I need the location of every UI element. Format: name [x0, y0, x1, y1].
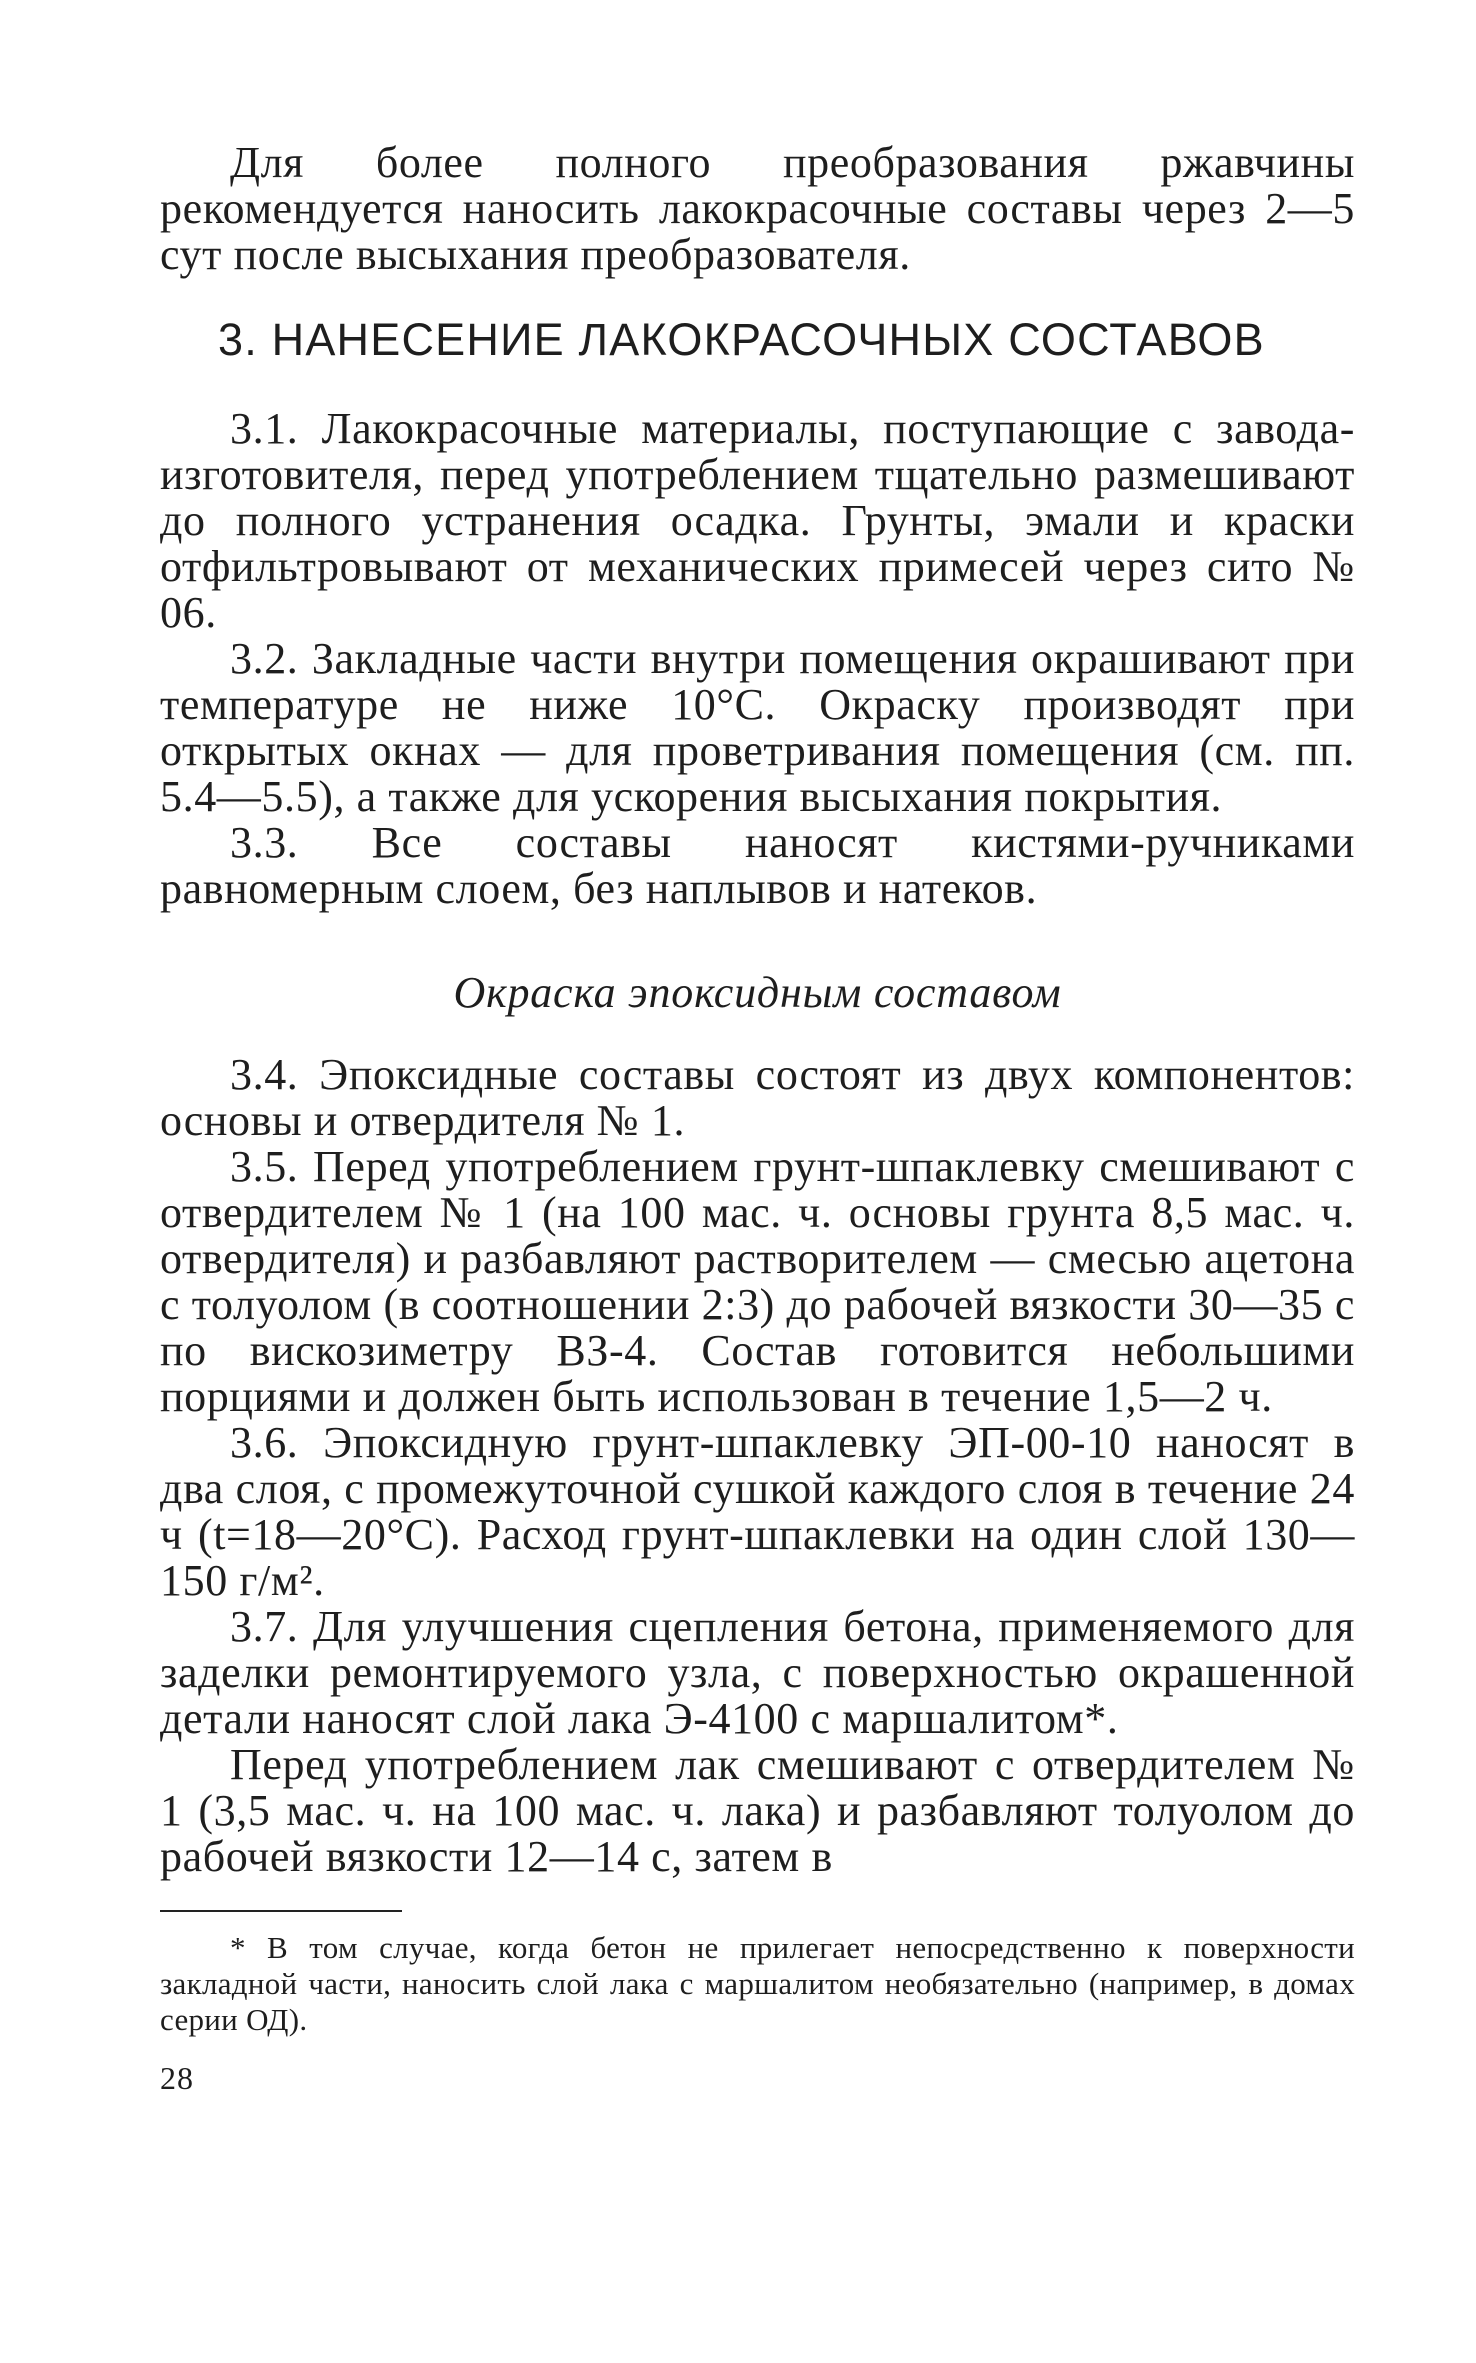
footnote: * В том случае, когда бетон не прилегает непосредственно к поверхности закладной части, наносить слой лака с маршалитом необязательно (например, в домах серии ОД).	[160, 1930, 1355, 2037]
paragraph-3-6: 3.6. Эпоксидную грунт-шпаклевку ЭП-00-10 наносят в два слоя, с промежуточной сушкой каждого слоя в течение 24 ч (t=18—20°С). Расход грунт-шпаклевки на один слой 130—150 г/м².	[160, 1418, 1355, 1605]
page-number: 28	[160, 2060, 194, 2096]
paragraph-3-5: 3.5. Перед употреблением грунт-шпаклевку смешивают с отвердителем № 1 (на 100 мас. ч. основы грунта 8,5 мас. ч. отвердителя) и разбавляют растворителем — смесью ацетона с толуолом (в соотношении 2:3) до рабочей вязкости 30—35 с по вискозиметру ВЗ-4. Состав готовится небольшими порциями и должен быть использован в течение 1,5—2 ч.	[160, 1142, 1355, 1421]
paragraph-3-3: 3.3. Все составы наносят кистями-ручниками равномерным слоем, без наплывов и натеков.	[160, 818, 1355, 913]
paragraph-3-7: 3.7. Для улучшения сцепления бетона, применяемого для заделки ремонтируемого узла, с поверхностью окрашенной детали наносят слой лака Э-4100 с маршалитом*.	[160, 1602, 1355, 1743]
continuation-paragraph: Перед употреблением лак смешивают с отвердителем № 1 (3,5 мас. ч. на 100 мас. ч. лака) и разбавляют толуолом до рабочей вязкости 12—14 с, затем в	[160, 1740, 1355, 1881]
paragraph-3-4: 3.4. Эпоксидные составы состоят из двух компонентов: основы и отвердителя № 1.	[160, 1050, 1355, 1145]
paragraph-3-2: 3.2. Закладные части внутри помещения окрашивают при температуре не ниже 10°С. Окраску производят при открытых окнах — для проветривания помещения (см. пп. 5.4—5.5), а также для ускорения высыхания покрытия.	[160, 634, 1355, 821]
section-heading: 3. НАНЕСЕНИЕ ЛАКОКРАСОЧНЫХ СОСТАВОВ	[218, 314, 1265, 365]
paragraph-3-1: 3.1. Лакокрасочные материалы, поступающие с завода-изготовителя, перед употреблением тщательно размешивают до полного устранения осадка. Грунты, эмали и краски отфильтровывают от механических примесей через сито № 06.	[160, 404, 1355, 637]
footnote-divider	[160, 1910, 402, 1912]
subsection-heading: Окраска эпоксидным составом	[453, 968, 1062, 1017]
document-page	[160, 140, 1355, 2096]
intro-paragraph: Для более полного преобразования ржавчины рекомендуется наносить лакокрасочные составы через 2—5 сут после высыхания преобразователя.	[160, 138, 1355, 279]
